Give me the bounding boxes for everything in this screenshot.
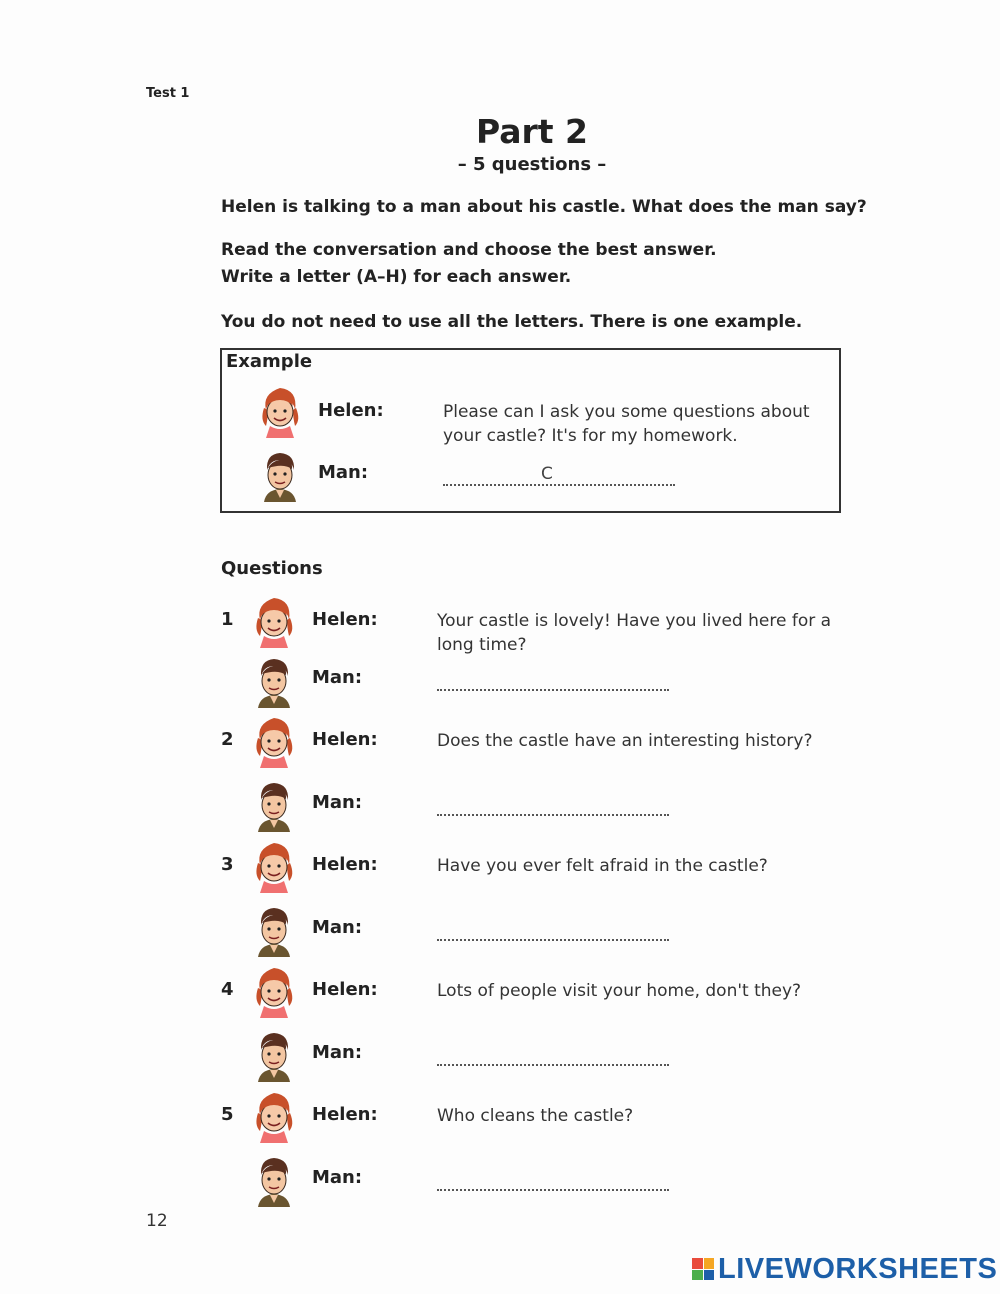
helen-avatar-icon <box>252 710 296 768</box>
example-helen-text-line2: your castle? It's for my homework. <box>443 426 738 446</box>
example-man-label: Man: <box>318 462 369 483</box>
q3-helen-label: Helen: <box>312 854 378 875</box>
helen-avatar-icon <box>252 590 296 648</box>
example-title: Example <box>226 351 313 372</box>
question-number-4: 4 <box>221 979 234 1000</box>
liveworksheets-logo[interactable] <box>692 1254 997 1284</box>
q1-man-label: Man: <box>312 667 363 688</box>
question-number-1: 1 <box>221 609 234 630</box>
q4-helen-text: Lots of people visit your home, don't they? <box>437 981 802 1001</box>
man-avatar-icon <box>252 1149 296 1207</box>
questions-heading: Questions <box>221 558 323 579</box>
man-avatar-icon <box>252 1024 296 1082</box>
q5-helen-label: Helen: <box>312 1104 378 1125</box>
test-label: Test 1 <box>146 86 190 101</box>
q3-helen-text: Have you ever felt afraid in the castle? <box>437 856 768 876</box>
man-avatar-icon <box>252 650 296 708</box>
example-answer: C <box>541 464 553 484</box>
instruction-read: Read the conversation and choose the best answer. <box>221 240 717 260</box>
q4-answer-field[interactable] <box>437 1064 669 1066</box>
helen-avatar-icon <box>252 835 296 893</box>
helen-avatar-icon <box>252 1085 296 1143</box>
helen-avatar-icon <box>258 380 302 438</box>
q5-answer-field[interactable] <box>437 1189 669 1191</box>
q5-man-label: Man: <box>312 1167 363 1188</box>
q1-helen-label: Helen: <box>312 609 378 630</box>
part-subtitle: – 5 questions – <box>457 154 607 175</box>
logo-grid-icon <box>692 1258 714 1280</box>
example-helen-label: Helen: <box>318 400 384 421</box>
page-number: 12 <box>146 1211 168 1231</box>
q4-helen-label: Helen: <box>312 979 378 1000</box>
instruction-letters: You do not need to use all the letters. There is one example. <box>221 312 803 332</box>
man-avatar-icon <box>252 899 296 957</box>
q3-answer-field[interactable] <box>437 939 669 941</box>
q2-man-label: Man: <box>312 792 363 813</box>
q2-helen-label: Helen: <box>312 729 378 750</box>
question-number-5: 5 <box>221 1104 234 1125</box>
instruction-write: Write a letter (A–H) for each answer. <box>221 267 572 287</box>
instruction-context: Helen is talking to a man about his castle. What does the man say? <box>221 197 867 217</box>
q1-answer-field[interactable] <box>437 689 669 691</box>
man-avatar-icon <box>252 774 296 832</box>
example-answer-line <box>443 484 675 486</box>
q5-helen-text: Who cleans the castle? <box>437 1106 634 1126</box>
q2-helen-text: Does the castle have an interesting history? <box>437 731 813 751</box>
question-number-2: 2 <box>221 729 234 750</box>
part-title: Part 2 <box>475 112 589 151</box>
q3-man-label: Man: <box>312 917 363 938</box>
man-avatar-icon <box>258 444 302 502</box>
question-number-3: 3 <box>221 854 234 875</box>
logo-text: LIVEWORKSHEETS <box>718 1252 998 1285</box>
q1-helen-text-line1: Your castle is lovely! Have you lived here for a <box>437 611 832 631</box>
q2-answer-field[interactable] <box>437 814 669 816</box>
q4-man-label: Man: <box>312 1042 363 1063</box>
helen-avatar-icon <box>252 960 296 1018</box>
example-helen-text-line1: Please can I ask you some questions about <box>443 402 810 422</box>
q1-helen-text-line2: long time? <box>437 635 527 655</box>
